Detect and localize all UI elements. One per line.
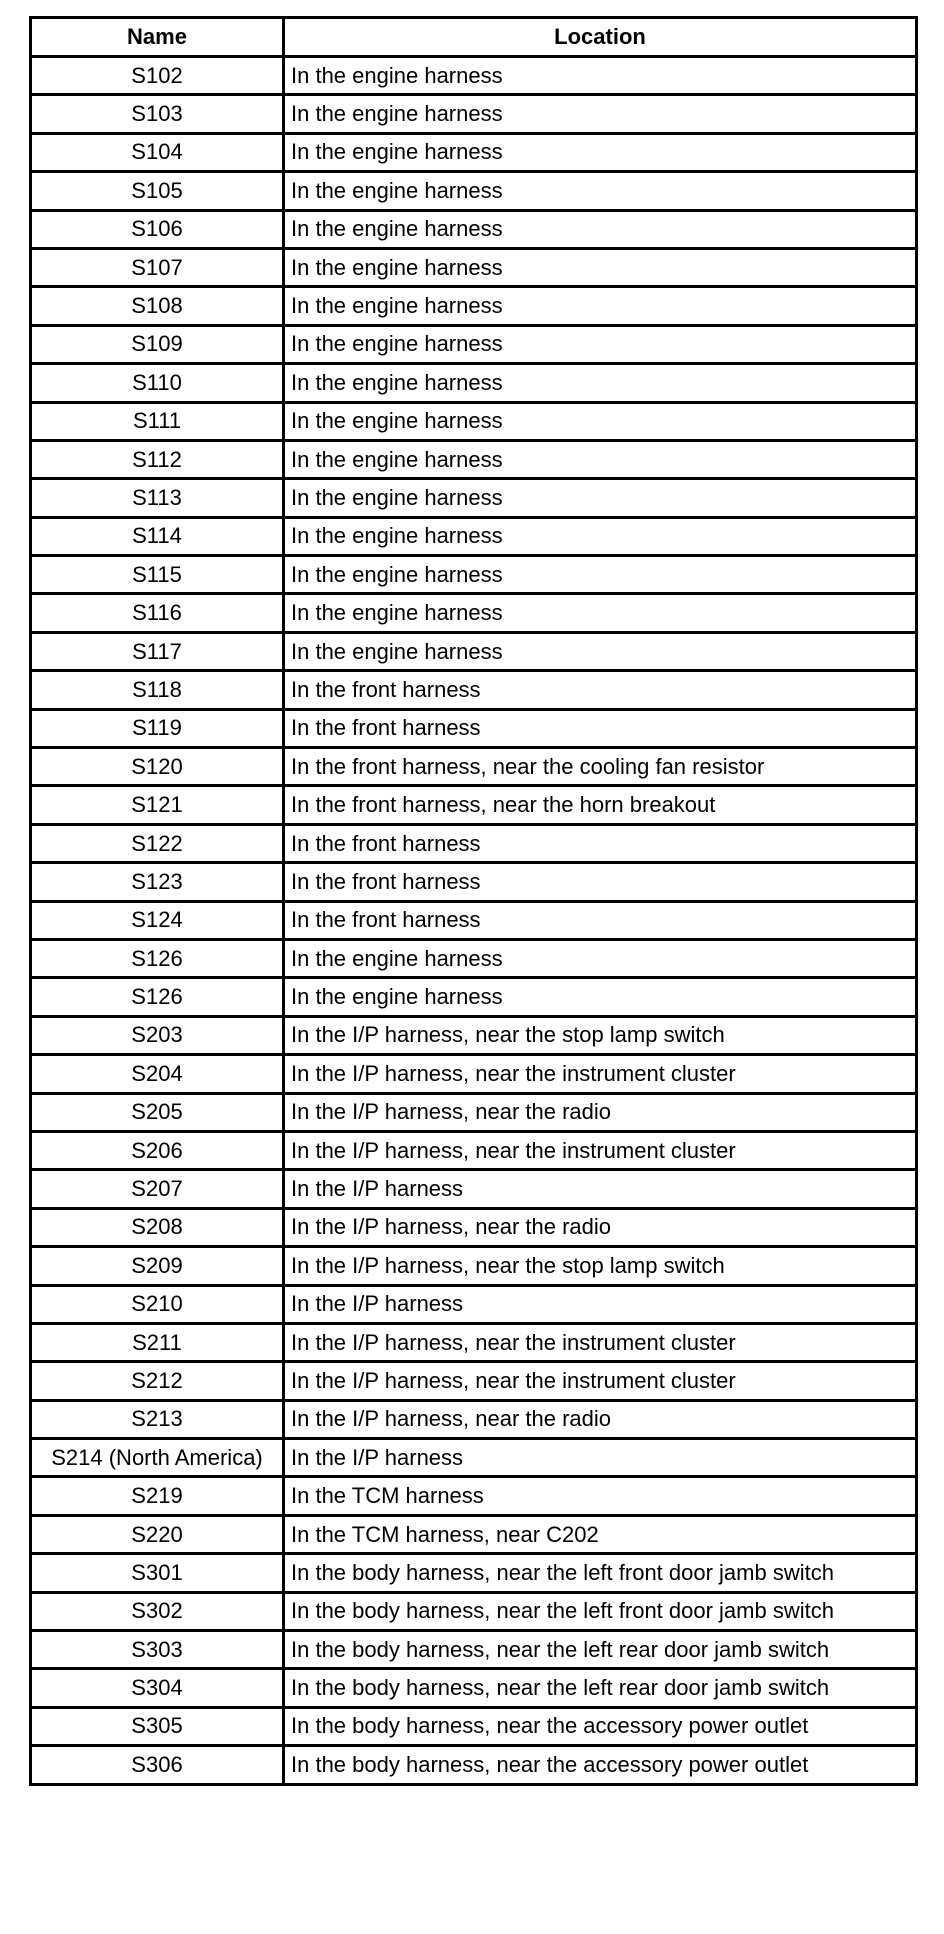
splice-name-cell: S105	[31, 172, 284, 210]
table-row	[31, 1170, 917, 1208]
splice-location-cell: In the I/P harness	[284, 1170, 917, 1208]
splice-location-cell: In the I/P harness, near the radio	[284, 1400, 917, 1438]
splice-location-cell: In the body harness, near the left front door jamb switch	[284, 1592, 917, 1630]
table-row	[31, 556, 917, 594]
header-row	[31, 18, 917, 57]
table-row	[31, 709, 917, 747]
table-row	[31, 133, 917, 171]
table-row	[31, 402, 917, 440]
splice-name-cell: S122	[31, 824, 284, 862]
splice-location-cell: In the front harness, near the horn breakout	[284, 786, 917, 824]
splice-name-cell: S109	[31, 325, 284, 363]
splice-location-cell: In the engine harness	[284, 517, 917, 555]
splice-location-cell: In the body harness, near the left front door jamb switch	[284, 1554, 917, 1592]
splice-location-cell: In the I/P harness, near the stop lamp switch	[284, 1247, 917, 1285]
splice-location-cell: In the I/P harness, near the instrument cluster	[284, 1323, 917, 1361]
splice-location-cell: In the I/P harness, near the radio	[284, 1208, 917, 1246]
splice-location-cell: In the I/P harness	[284, 1439, 917, 1477]
splice-location-cell: In the engine harness	[284, 172, 917, 210]
table-row	[31, 1554, 917, 1592]
table-row	[31, 287, 917, 325]
splice-name-cell: S119	[31, 709, 284, 747]
splice-name-cell: S118	[31, 671, 284, 709]
splice-name-cell: S114	[31, 517, 284, 555]
table-row	[31, 1631, 917, 1669]
splice-name-cell: S106	[31, 210, 284, 248]
table-row	[31, 786, 917, 824]
splice-name-cell: S207	[31, 1170, 284, 1208]
table-row	[31, 1131, 917, 1169]
splice-location-cell: In the body harness, near the left rear door jamb switch	[284, 1669, 917, 1707]
splice-location-cell: In the engine harness	[284, 248, 917, 286]
table-row	[31, 1362, 917, 1400]
splice-name-cell: S210	[31, 1285, 284, 1323]
table-body	[31, 57, 917, 1785]
splice-location-cell: In the front harness, near the cooling fan resistor	[284, 748, 917, 786]
name-column-header: Name	[31, 18, 284, 57]
splice-name-cell: S304	[31, 1669, 284, 1707]
table-row	[31, 939, 917, 977]
table-row	[31, 594, 917, 632]
table-row	[31, 1477, 917, 1515]
splice-name-cell: S211	[31, 1323, 284, 1361]
splice-name-cell: S103	[31, 95, 284, 133]
table-row	[31, 1323, 917, 1361]
splice-location-cell: In the TCM harness, near C202	[284, 1515, 917, 1553]
table-row	[31, 1247, 917, 1285]
splice-name-cell: S204	[31, 1055, 284, 1093]
splice-location-cell: In the engine harness	[284, 632, 917, 670]
splice-location-cell: In the I/P harness, near the instrument cluster	[284, 1362, 917, 1400]
table-row	[31, 364, 917, 402]
splice-name-cell: S214 (North America)	[31, 1439, 284, 1477]
splice-location-cell: In the engine harness	[284, 479, 917, 517]
table-row	[31, 671, 917, 709]
splice-location-cell: In the engine harness	[284, 325, 917, 363]
splice-name-cell: S203	[31, 1016, 284, 1054]
splice-location-cell: In the front harness	[284, 863, 917, 901]
splice-location-cell: In the engine harness	[284, 95, 917, 133]
table-row	[31, 210, 917, 248]
table-row	[31, 325, 917, 363]
table-row	[31, 1669, 917, 1707]
splice-location-cell: In the engine harness	[284, 594, 917, 632]
table-row	[31, 632, 917, 670]
splice-name-cell: S301	[31, 1554, 284, 1592]
table-row	[31, 1093, 917, 1131]
splice-location-cell: In the engine harness	[284, 402, 917, 440]
splice-name-cell: S206	[31, 1131, 284, 1169]
splice-name-cell: S111	[31, 402, 284, 440]
table-row	[31, 978, 917, 1016]
splice-location-cell: In the engine harness	[284, 210, 917, 248]
splice-name-cell: S305	[31, 1707, 284, 1745]
splice-location-cell: In the engine harness	[284, 978, 917, 1016]
splice-location-cell: In the body harness, near the accessory power outlet	[284, 1707, 917, 1745]
splice-name-cell: S213	[31, 1400, 284, 1438]
splice-location-cell: In the I/P harness, near the radio	[284, 1093, 917, 1131]
splice-name-cell: S124	[31, 901, 284, 939]
table-row	[31, 1055, 917, 1093]
splice-location-table-container	[29, 16, 915, 1786]
splice-location-cell: In the engine harness	[284, 287, 917, 325]
table-row	[31, 1285, 917, 1323]
splice-name-cell: S126	[31, 978, 284, 1016]
splice-location-cell: In the I/P harness, near the instrument cluster	[284, 1131, 917, 1169]
splice-name-cell: S117	[31, 632, 284, 670]
table-row	[31, 1400, 917, 1438]
splice-location-cell: In the TCM harness	[284, 1477, 917, 1515]
splice-location-cell: In the engine harness	[284, 57, 917, 95]
splice-location-cell: In the front harness	[284, 671, 917, 709]
table-row	[31, 440, 917, 478]
splice-location-cell: In the front harness	[284, 709, 917, 747]
table-row	[31, 95, 917, 133]
table-row	[31, 248, 917, 286]
splice-name-cell: S121	[31, 786, 284, 824]
splice-name-cell: S219	[31, 1477, 284, 1515]
table-row	[31, 1439, 917, 1477]
splice-location-cell: In the front harness	[284, 901, 917, 939]
splice-name-cell: S107	[31, 248, 284, 286]
splice-location-cell: In the engine harness	[284, 364, 917, 402]
splice-location-cell: In the engine harness	[284, 440, 917, 478]
table-row	[31, 1592, 917, 1630]
table-row	[31, 901, 917, 939]
table-header	[31, 18, 917, 57]
table-row	[31, 824, 917, 862]
table-row	[31, 748, 917, 786]
splice-name-cell: S220	[31, 1515, 284, 1553]
splice-name-cell: S120	[31, 748, 284, 786]
splice-location-cell: In the I/P harness, near the stop lamp switch	[284, 1016, 917, 1054]
splice-name-cell: S115	[31, 556, 284, 594]
splice-location-cell: In the I/P harness, near the instrument cluster	[284, 1055, 917, 1093]
splice-name-cell: S303	[31, 1631, 284, 1669]
splice-name-cell: S302	[31, 1592, 284, 1630]
splice-name-cell: S116	[31, 594, 284, 632]
splice-name-cell: S102	[31, 57, 284, 95]
splice-location-table	[29, 16, 918, 1786]
splice-location-cell: In the engine harness	[284, 133, 917, 171]
table-row	[31, 1208, 917, 1246]
splice-name-cell: S104	[31, 133, 284, 171]
table-row	[31, 517, 917, 555]
table-row	[31, 479, 917, 517]
table-row	[31, 57, 917, 95]
splice-name-cell: S112	[31, 440, 284, 478]
table-row	[31, 1515, 917, 1553]
splice-name-cell: S113	[31, 479, 284, 517]
splice-location-cell: In the I/P harness	[284, 1285, 917, 1323]
table-row	[31, 863, 917, 901]
table-row	[31, 172, 917, 210]
table-row	[31, 1016, 917, 1054]
splice-name-cell: S123	[31, 863, 284, 901]
splice-location-cell: In the body harness, near the left rear door jamb switch	[284, 1631, 917, 1669]
splice-name-cell: S306	[31, 1746, 284, 1784]
splice-location-cell: In the engine harness	[284, 939, 917, 977]
splice-name-cell: S126	[31, 939, 284, 977]
splice-location-cell: In the front harness	[284, 824, 917, 862]
splice-name-cell: S212	[31, 1362, 284, 1400]
location-column-header: Location	[284, 18, 917, 57]
splice-location-cell: In the engine harness	[284, 556, 917, 594]
table-row	[31, 1707, 917, 1745]
splice-name-cell: S205	[31, 1093, 284, 1131]
splice-location-cell: In the body harness, near the accessory power outlet	[284, 1746, 917, 1784]
splice-name-cell: S208	[31, 1208, 284, 1246]
splice-name-cell: S110	[31, 364, 284, 402]
splice-name-cell: S108	[31, 287, 284, 325]
table-row	[31, 1746, 917, 1784]
splice-name-cell: S209	[31, 1247, 284, 1285]
